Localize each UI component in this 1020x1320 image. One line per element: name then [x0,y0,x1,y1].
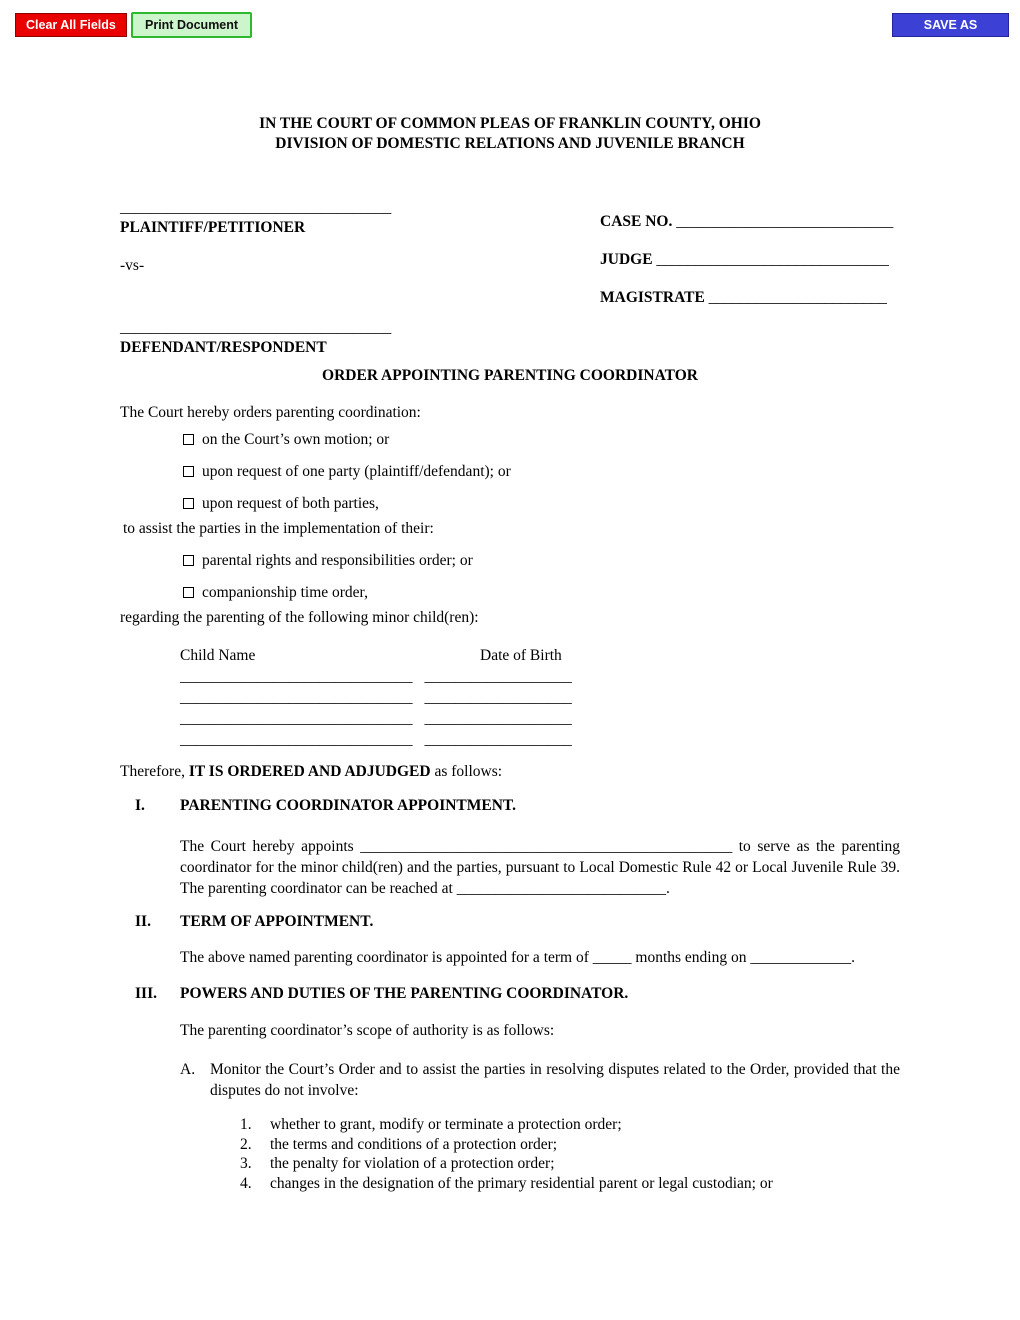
section-ii-title: TERM OF APPOINTMENT. [180,913,374,930]
section-i-heading [120,796,900,816]
checkbox-icon[interactable] [183,498,194,509]
child-name-field[interactable]: ______________________________ [180,668,413,685]
section-ii-heading [120,912,900,932]
item-text: changes in the designation of the primary residential parent or legal custodian; or [270,1174,773,1192]
case-info-column [600,212,900,326]
coordinator-name-field[interactable]: ________________________________________________ [360,838,733,855]
save-as-button[interactable]: SAVE AS [892,13,1009,37]
checkbox-icon[interactable] [183,466,194,477]
item-text: the terms and conditions of a protection order; [270,1135,558,1153]
defendant-name-field[interactable]: ___________________________________ [120,319,392,336]
option-label: companionship time order, [202,584,368,601]
therefore-prefix: Therefore, [120,763,189,780]
child-name-field[interactable]: ______________________________ [180,731,413,748]
child-row [180,708,900,729]
option-label: upon request of both parties, [202,495,379,512]
assist-line: to assist the parties in the implementation of their: [123,520,434,537]
option-label: parental rights and responsibilities order; or [202,552,473,569]
option-label: upon request of one party (plaintiff/defendant); or [202,463,511,480]
section-i-number: I. [135,797,145,814]
option-parental-rights-order [120,551,900,571]
checkbox-icon[interactable] [183,555,194,566]
section-ii-number: II. [135,913,151,930]
child-row [180,729,900,750]
numbered-item [240,1135,900,1155]
defendant-label: DEFENDANT/RESPONDENT [120,339,327,356]
item-number: 1. [240,1116,252,1133]
children-table-header [180,646,900,666]
option-companionship-time-order [120,583,900,603]
section-ii-text: months ending on [631,949,751,966]
therefore-suffix: as follows: [430,763,503,780]
case-no-field[interactable]: ____________________________ [676,213,894,230]
section-ii-text: . [851,949,855,966]
section-iii-title: POWERS AND DUTIES OF THE PARENTING COORDINATOR. [180,985,629,1002]
checkbox-icon[interactable] [183,587,194,598]
term-end-date-field[interactable]: _____________ [750,949,852,966]
child-dob-field[interactable]: ___________________ [424,710,572,727]
order-title: ORDER APPOINTING PARENTING COORDINATOR [322,367,698,384]
checkbox-icon[interactable] [183,434,194,445]
section-i-text: to serve as the parenting coordinator for the minor child(ren) and the parties, pursuant to Local Domestic Rule 42 or Local Juvenile Rule 39. The parenting coordinator can be reached at [180,838,900,897]
section-iii-number: III. [135,985,157,1002]
child-name-header: Child Name [180,647,256,664]
child-dob-field[interactable]: ___________________ [424,668,572,685]
section-i-paragraph [180,836,900,899]
item-a-text: Monitor the Court’s Order and to assist the parties in resolving disputes related to the Order, provided that the disputes do not involve: [210,1061,900,1099]
order-intro: The Court hereby orders parenting coordination: [120,404,421,421]
numbered-item [240,1115,900,1135]
option-label: on the Court’s own motion; or [202,431,390,448]
magistrate-label: MAGISTRATE [600,289,705,306]
numbered-item [240,1154,900,1174]
child-dob-field[interactable]: ___________________ [424,689,572,706]
case-no-label: CASE NO. [600,213,673,230]
print-document-button[interactable]: Print Document [131,12,252,38]
item-number: 3. [240,1155,252,1172]
child-row [180,687,900,708]
section-i-text: . [665,880,670,897]
item-number: 2. [240,1135,252,1153]
court-header-line1: IN THE COURT OF COMMON PLEAS OF FRANKLIN COUNTY, OHIO [259,115,761,132]
plaintiff-name-field[interactable]: ___________________________________ [120,199,392,216]
case-caption [120,198,900,358]
section-ii-paragraph [180,947,900,968]
option-request-both-parties [120,494,900,514]
item-a [180,1059,900,1101]
numbered-list [240,1115,900,1193]
section-iii-heading [120,984,900,1004]
item-text: the penalty for violation of a protection order; [270,1155,555,1172]
parties-column [120,198,391,358]
child-row [180,666,900,687]
option-request-one-party [120,462,900,482]
regarding-line: regarding the parenting of the following minor child(ren): [120,609,479,626]
child-name-field[interactable]: ______________________________ [180,710,413,727]
section-i-title: PARENTING COORDINATOR APPOINTMENT. [180,797,516,814]
judge-row [600,250,900,270]
judge-field[interactable]: ______________________________ [656,251,889,268]
court-header-line2: DIVISION OF DOMESTIC RELATIONS AND JUVENILE BRANCH [275,135,745,152]
item-text: whether to grant, modify or terminate a protection order; [270,1116,622,1133]
term-months-field[interactable]: _____ [592,949,632,966]
vs-label: -vs- [120,257,145,274]
section-ii-text: The above named parenting coordinator is appointed for a term of [180,949,593,966]
option-court-own-motion [120,430,900,450]
child-dob-header: Date of Birth [480,647,562,664]
child-name-field[interactable]: ______________________________ [180,689,413,706]
clear-all-fields-button[interactable]: Clear All Fields [15,13,127,37]
item-number: 4. [240,1174,252,1192]
court-header [120,114,900,154]
scope-line: The parenting coordinator’s scope of authority is as follows: [180,1022,555,1039]
plaintiff-label: PLAINTIFF/PETITIONER [120,219,306,236]
magistrate-row [600,288,900,308]
child-dob-field[interactable]: ___________________ [424,731,572,748]
therefore-line [120,762,900,782]
numbered-item [240,1174,900,1194]
therefore-emphasis: IT IS ORDERED AND ADJUDGED [188,763,431,780]
judge-label: JUDGE [600,251,653,268]
magistrate-field[interactable]: _______________________ [708,289,887,306]
children-table [180,646,900,750]
section-i-text: The Court hereby appoints [180,838,361,855]
coordinator-contact-field[interactable]: ___________________________ [456,880,666,897]
case-no-row [600,212,900,232]
item-a-letter: A. [180,1061,196,1078]
